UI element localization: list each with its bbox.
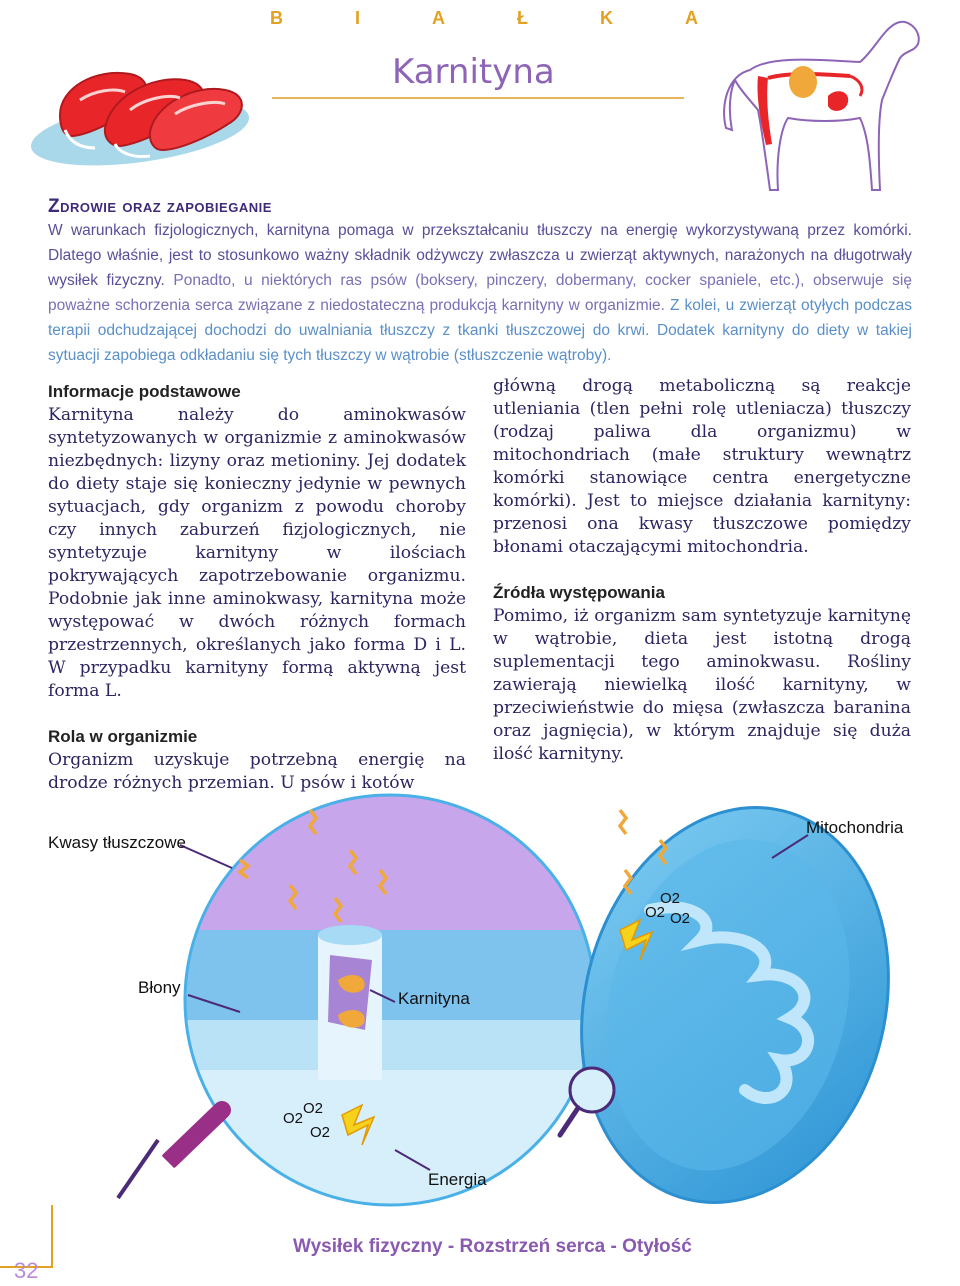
o2-label: O2 [283,1110,304,1127]
section-letter: I [354,8,362,28]
o2-label: O2 [660,890,681,907]
role-text-continued: główną drogą metaboliczną są reakcje utleniania (tlen pełni rolę utleniacza) tłuszczy (rodzaj paliwa dla organizmu) w mitochondriach (małe struktury wewnątrz komórki stanowiące centra energetyczne komórki). Jest to miejsce działania karnityny: przenosi ona kwasy tłuszczowe pomiędzy błonami otaczającymi mitochondria. [493,376,911,557]
section-letter: Ł [516,8,530,28]
section-letter: A [684,8,700,28]
meat-illustration [20,40,270,170]
mitochondria-diagram [0,790,960,1210]
heading-basic-info: Informacje podstawowe [48,382,241,401]
dog-anatomy-illustration [710,10,935,205]
o2-label: O2 [310,1124,331,1141]
section-heading-health: Zdrowie oraz zapobieganie [48,196,272,217]
o2-label: O2 [670,910,691,927]
intro-text-part3: Z kolei, u zwierząt otyłych podczas terapii odchudzającej dochodzi do uwalniania tłuszczy z tkanki tłuszczowej do krwi. Dodatek karnityny do diety w takiej sytuacji zapobiega odkładaniu się tych tłuszczy w wątrobie (stłuszczenie wątroby). [48,297,913,364]
section-letters [270,8,700,29]
label-carnitine: Karnityna [398,989,470,1008]
o2-label: O2 [303,1100,324,1117]
sources-text: Pomimo, iż organizm sam syntetyzuje karnitynę w wątrobie, dieta jest istotną drogą suplementacji tego aminokwasu. Rośliny zawierają niewielką ilość karnityny, w przeciwieństwie do mięsa (zwłaszcza baranina oraz jagnięcia), w którym znajduje się duża ilość karnityny. [493,606,911,764]
label-energy: Energia [428,1170,487,1189]
basic-info-text: Karnityna należy do aminokwasów syntetyzowanych w organizmie z aminokwasów niezbędnych: lizyny oraz metioniny. Jej dodatek do diety staje się konieczny jedynie w pewnych sytuacjach, gdy organizm z powodu choroby czy innych zaburzeń fizjologicznych, nie syntetyzuje karnityny w ilościach pokrywających zapotrzebowanie organizmu. Podobnie jak inne aminokwasy, karnityna może występować w dwóch różnych formach przestrzennych, określanych jako forma D i L. W przypadku karnityny formą aktywną jest forma L. [48,405,466,701]
heading-role: Rola w organizmie [48,727,198,746]
section-letter: B [270,8,285,28]
title-divider [272,97,684,99]
role-text: Organizm uzyskuje potrzebną energię na drodze różnych przemian. U psów i kotów [48,750,466,793]
intro-text-part2: Ponadto, u niektórych ras psów (boksery, pinczery, dobermany, cocker spaniele, etc.), obserwuje się poważne schorzenia serca związane z niedostateczną produkcją karnityny w organizmie. [48,272,912,314]
footer-topics: Wysiłek fizyczny - Rozstrzeń serca - Otyłość [293,1236,692,1257]
intro-paragraph [48,218,912,368]
page-number: 32 [14,1258,39,1283]
o2-label: O2 [645,904,666,921]
section-letter: K [599,8,615,28]
page-title: Karnityna [392,52,555,92]
label-fatty-acids: Kwasy tłuszczowe [48,833,186,852]
section-letter: A [431,8,447,28]
label-membranes: Błony [138,978,181,997]
right-column [493,375,911,766]
label-mitochondria: Mitochondria [806,818,904,837]
heading-sources: Źródła występowania [493,583,665,602]
left-column [48,380,466,795]
intro-text-part1: W warunkach fizjologicznych, karnityna pomaga w przekształcaniu tłuszczy na energię wykorzystywaną przez komórki. Dlatego właśnie, jest to stosunkowo ważny składnik odżywczy zwłaszcza u zwierząt aktywnych, narażonych na długotrwały wysiłek fizyczny. [48,222,912,289]
